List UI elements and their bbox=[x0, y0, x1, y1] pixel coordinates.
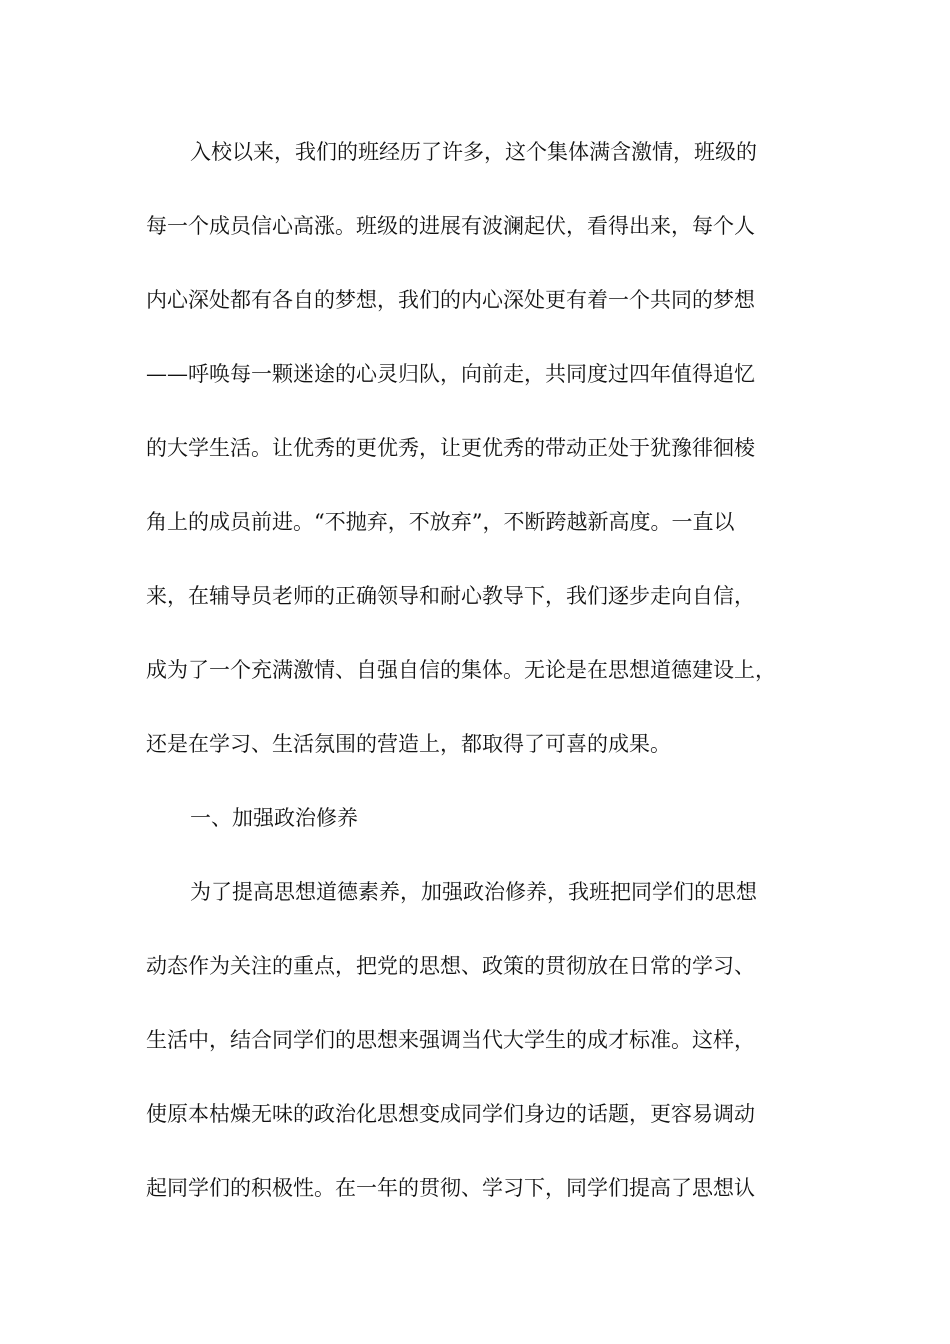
section-heading: 一、加强政治修养 bbox=[190, 806, 358, 830]
paragraph-line: 每一个成员信心高涨。班级的进展有波澜起伏，看得出来，每个人 bbox=[146, 214, 755, 238]
paragraph-line: 内心深处都有各自的梦想，我们的内心深处更有着一个共同的梦想 bbox=[146, 288, 755, 312]
paragraph-line: 动态作为关注的重点，把党的思想、政策的贯彻放在日常的学习、 bbox=[146, 954, 755, 978]
paragraph-line: 为了提高思想道德素养，加强政治修养，我班把同学们的思想 bbox=[190, 880, 757, 904]
paragraph-line: 起同学们的积极性。在一年的贯彻、学习下，同学们提高了思想认 bbox=[146, 1176, 755, 1200]
paragraph-line: 的大学生活。让优秀的更优秀，让更优秀的带动正处于犹豫徘徊棱 bbox=[146, 436, 755, 460]
paragraph-line: 来，在辅导员老师的正确领导和耐心教导下，我们逐步走向自信， bbox=[146, 584, 755, 608]
paragraph-line: 入校以来，我们的班经历了许多，这个集体满含激情，班级的 bbox=[190, 140, 757, 164]
paragraph-line: 角上的成员前进。“不抛弃，不放弃”，不断跨越新高度。一直以 bbox=[146, 510, 735, 534]
paragraph-line: 使原本枯燥无味的政治化思想变成同学们身边的话题，更容易调动 bbox=[146, 1102, 755, 1126]
paragraph-line: 生活中，结合同学们的思想来强调当代大学生的成才标准。这样， bbox=[146, 1028, 755, 1052]
paragraph-line: 成为了一个充满激情、自强自信的集体。无论是在思想道德建设上， bbox=[146, 658, 776, 682]
paragraph-line: ——呼唤每一颗迷途的心灵归队，向前走，共同度过四年值得追忆 bbox=[146, 362, 755, 386]
paragraph-line: 还是在学习、生活氛围的营造上，都取得了可喜的成果。 bbox=[146, 732, 671, 756]
